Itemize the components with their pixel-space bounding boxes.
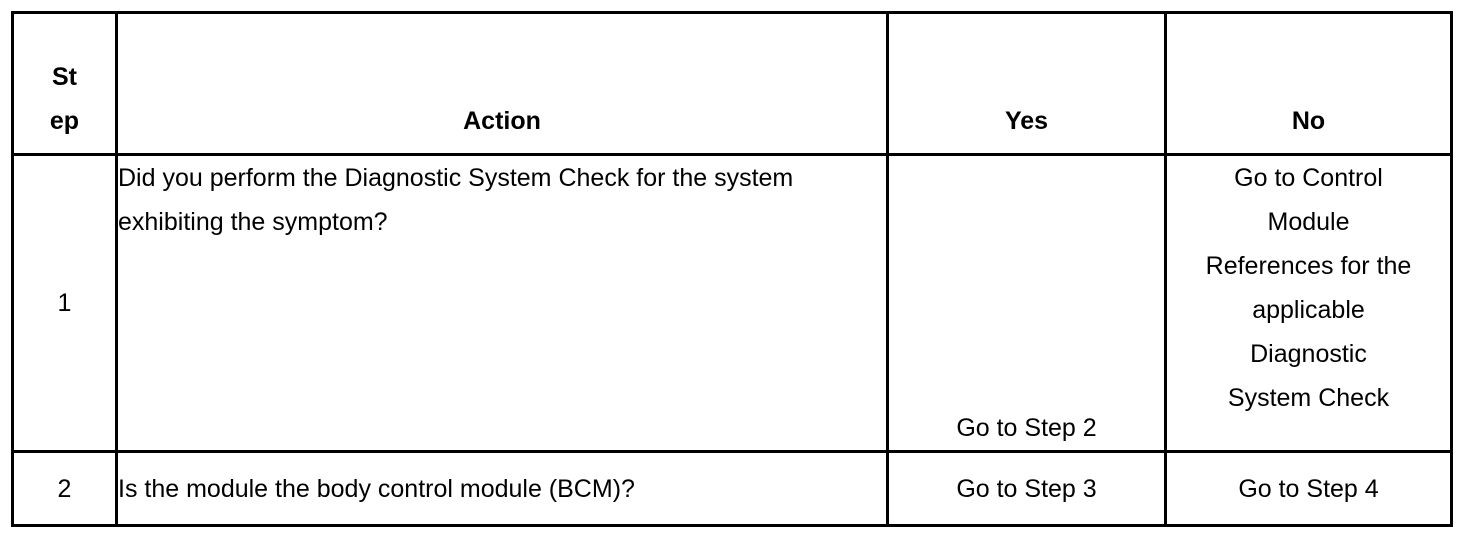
diagnostic-table: [11, 11, 1453, 527]
table-row: [13, 155, 1452, 452]
table-header-row: [13, 13, 1452, 155]
no-result-line: Go to Control: [1234, 164, 1383, 192]
yes-result: Go to Step 2: [888, 155, 1166, 452]
no-result-line: System Check: [1227, 384, 1390, 412]
no-result-line: Diagnostic: [1250, 340, 1367, 368]
no-result: Go to Step 4: [1166, 452, 1452, 526]
no-result-line: References for the: [1205, 252, 1412, 280]
step-number: 1: [13, 155, 117, 452]
step-header-line-2: ep: [49, 107, 80, 135]
no-result-line: Module: [1267, 208, 1350, 236]
yes-column-header: Yes: [888, 13, 1166, 155]
action-text: Did you perform the Diagnostic System Check for the system exhibiting the symptom?: [117, 155, 888, 452]
no-result-line: applicable: [1252, 296, 1365, 324]
no-result: [1166, 155, 1452, 452]
table-row: [13, 452, 1452, 526]
action-column-header: Action: [117, 13, 888, 155]
no-column-header: No: [1166, 13, 1452, 155]
step-header-line-1: St: [52, 63, 77, 91]
step-number: 2: [13, 452, 117, 526]
action-text: Is the module the body control module (BCM)?: [117, 452, 888, 526]
step-column-header: [13, 13, 117, 155]
yes-result: Go to Step 3: [888, 452, 1166, 526]
